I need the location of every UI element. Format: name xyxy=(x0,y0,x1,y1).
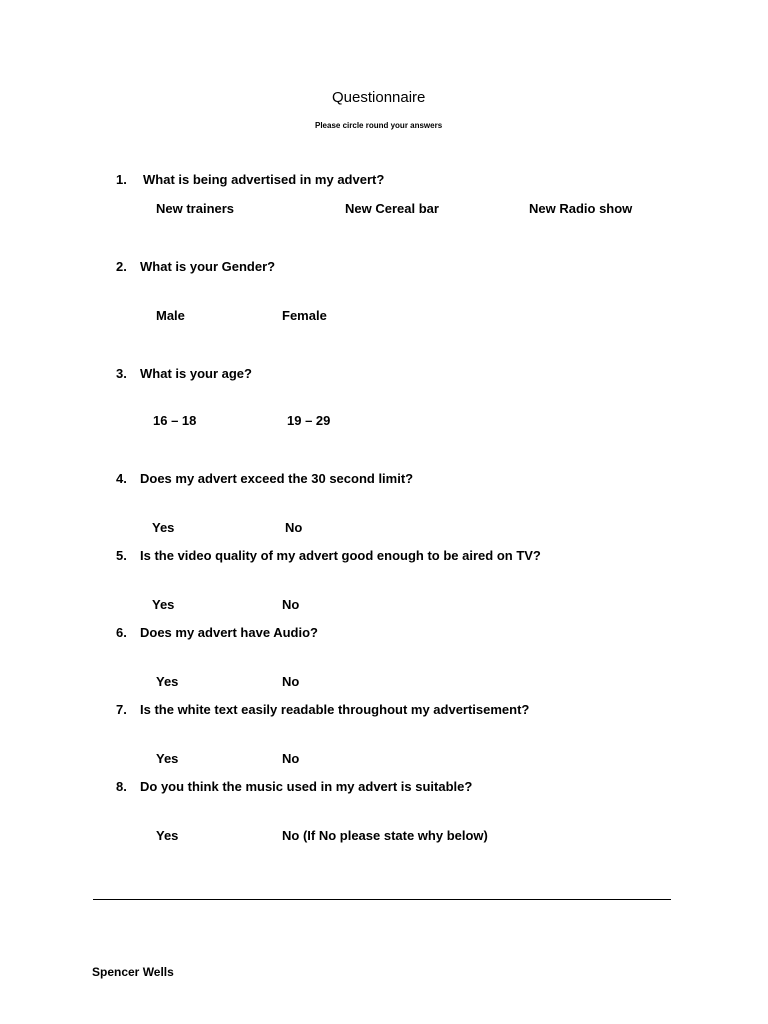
question-2-text: What is your Gender? xyxy=(140,259,276,274)
question-6-text: Does my advert have Audio? xyxy=(140,625,318,640)
question-8-text: Do you think the music used in my advert is suitable? xyxy=(140,779,473,794)
question-2-option-2[interactable]: Female xyxy=(282,308,327,323)
question-3-option-1[interactable]: 16 – 18 xyxy=(153,413,197,428)
question-2-option-1[interactable]: Male xyxy=(156,308,185,323)
question-7-text: Is the white text easily readable throughout my advertisement? xyxy=(140,702,530,717)
question-1-text: What is being advertised in my advert? xyxy=(143,172,385,187)
question-6-option-1[interactable]: Yes xyxy=(156,674,179,689)
question-3-text: What is your age? xyxy=(140,366,252,381)
answer-line[interactable] xyxy=(93,899,671,900)
question-4-option-1[interactable]: Yes xyxy=(152,520,175,535)
question-6-option-2[interactable]: No xyxy=(282,674,300,689)
question-1-option-1[interactable]: New trainers xyxy=(156,201,235,216)
question-7-option-2[interactable]: No xyxy=(282,751,300,766)
question-4-option-2[interactable]: No xyxy=(285,520,303,535)
question-8-option-2[interactable]: No (If No please state why below) xyxy=(282,828,488,843)
question-5-number: 5. xyxy=(116,548,127,563)
author-name: Spencer Wells xyxy=(92,965,174,979)
question-3-option-2[interactable]: 19 – 29 xyxy=(287,413,331,428)
question-8-option-1[interactable]: Yes xyxy=(156,828,179,843)
document-subtitle: Please circle round your answers xyxy=(315,121,443,130)
question-8-number: 8. xyxy=(116,779,127,794)
question-7-option-1[interactable]: Yes xyxy=(156,751,179,766)
question-5-option-1[interactable]: Yes xyxy=(152,597,175,612)
question-7-number: 7. xyxy=(116,702,127,717)
question-1-number: 1. xyxy=(116,172,127,187)
question-5-option-2[interactable]: No xyxy=(282,597,300,612)
question-6-number: 6. xyxy=(116,625,127,640)
question-2-number: 2. xyxy=(116,259,127,274)
question-4-text: Does my advert exceed the 30 second limit? xyxy=(140,471,414,486)
question-3-number: 3. xyxy=(116,366,127,381)
document-title: Questionnaire xyxy=(332,89,426,106)
question-5-text: Is the video quality of my advert good enough to be aired on TV? xyxy=(140,548,541,563)
question-4-number: 4. xyxy=(116,471,127,486)
question-1-option-2[interactable]: New Cereal bar xyxy=(345,201,439,216)
question-1-option-3[interactable]: New Radio show xyxy=(529,201,633,216)
